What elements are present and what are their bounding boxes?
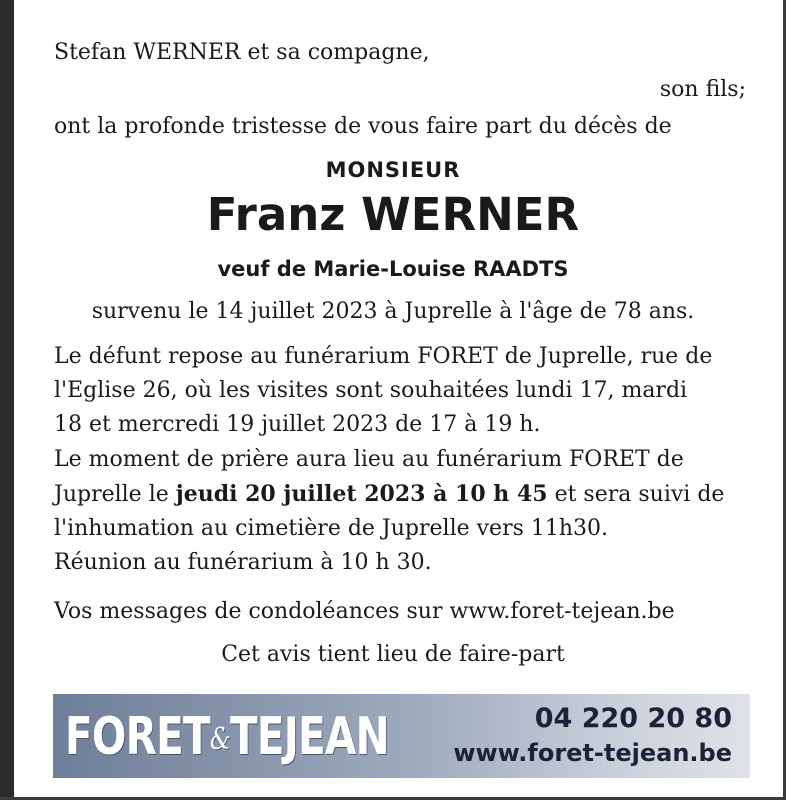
repose-paragraph (54, 340, 764, 442)
prayer-line-4: Réunion au funérarium à 10 h 30. (54, 550, 432, 575)
condolences-line: Vos messages de condoléances sur www.foret-tejean.be (54, 599, 675, 624)
logo-right: TEJEAN (229, 707, 389, 767)
widower-line: veuf de Marie-Louise RAADTS (217, 257, 569, 281)
funeral-home-logo (65, 702, 389, 772)
website-link[interactable]: www.foret-tejean.be (453, 739, 732, 767)
phone-number: 04 220 20 80 (534, 703, 732, 734)
repose-line-2: l'Eglise 26, où les visites sont souhaitées lundi 17, mardi (54, 378, 688, 403)
funeral-home-banner (53, 694, 750, 778)
death-info: survenu le 14 juillet 2023 à Juprelle à l'âge de 78 ans. (91, 299, 695, 324)
closing-line: Cet avis tient lieu de faire-part (221, 642, 565, 667)
logo-ampersand: & (209, 722, 230, 757)
ceremony-date: jeudi 20 juillet 2023 à 10 h 45 (175, 481, 548, 507)
prayer-paragraph (54, 443, 764, 580)
prayer-line-3: l'inhumation au cimetière de Juprelle vers 11h30. (54, 516, 609, 541)
logo-left: FORET (65, 707, 210, 767)
repose-line-3: 18 et mercredi 19 juillet 2023 de 17 à 19 h. (54, 412, 541, 437)
intro-line: ont la profonde tristesse de vous faire part du décès de (54, 114, 672, 139)
prayer-line-1: Le moment de prière aura lieu au funérarium FORET de (54, 447, 684, 472)
honorific-title: MONSIEUR (325, 158, 461, 182)
prayer-line-2-after: et sera suivi de (547, 482, 725, 507)
deceased-name: Franz WERNER (206, 188, 580, 241)
left-border (0, 0, 14, 800)
announcer-line: Stefan WERNER et sa compagne, (54, 40, 430, 65)
prayer-line-2 (54, 477, 764, 512)
prayer-line-2-before: Juprelle le (54, 482, 176, 507)
repose-line-1: Le défunt repose au funérarium FORET de Juprelle, rue de (54, 344, 713, 369)
relation-line: son fils; (659, 77, 746, 102)
